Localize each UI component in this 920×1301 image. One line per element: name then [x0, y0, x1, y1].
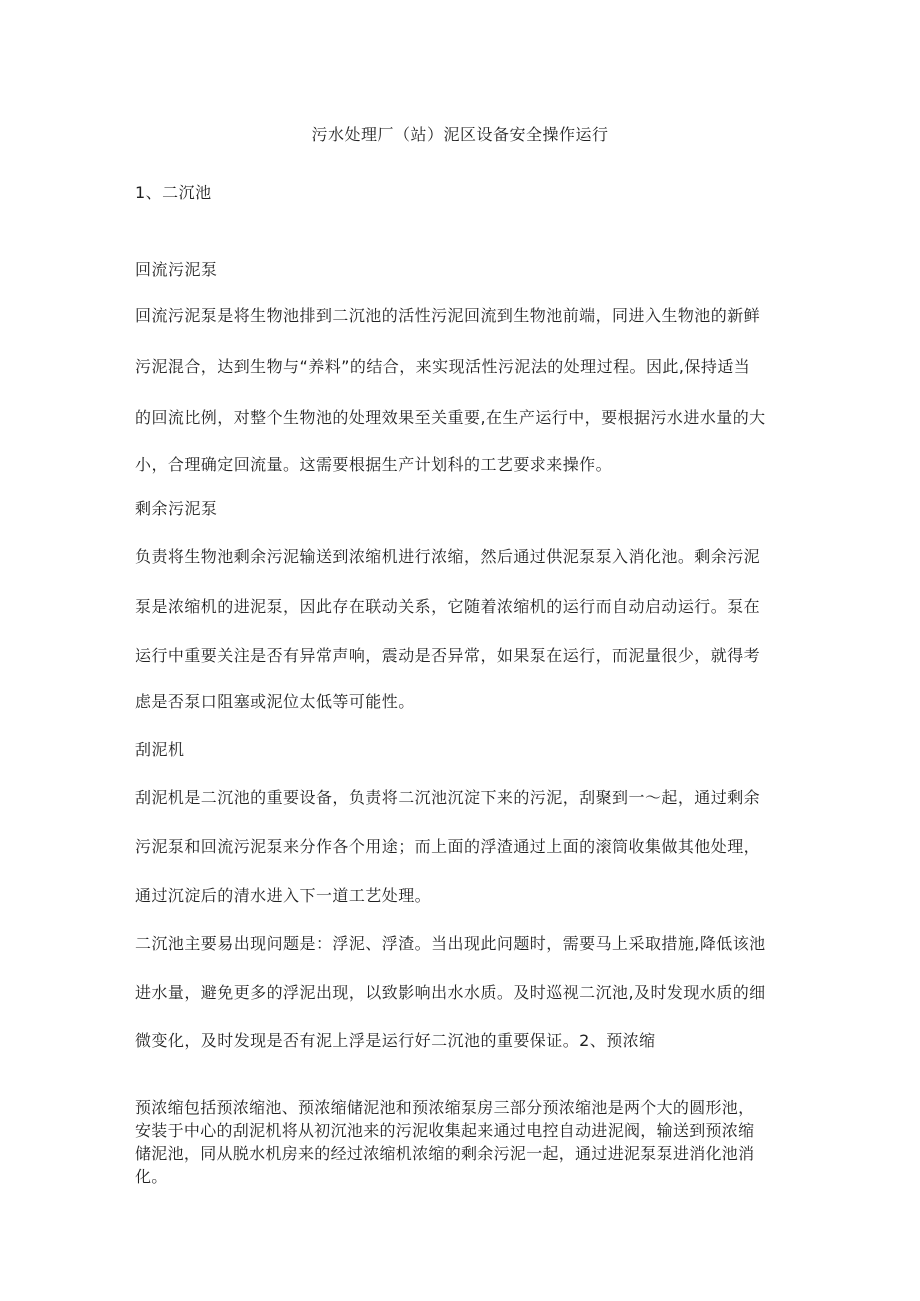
document-title: 污水处理厂（站）泥区设备安全操作运行 [311, 125, 609, 144]
paragraph-line: 回流污泥泵是将生物池排到二沉池的活性污泥回流到生物池前端，同进入生物池的新鲜 [135, 306, 761, 325]
paragraph-line: 运行中重要关注是否有异常声响，震动是否异常，如果泵在运行，而泥量很少，就得考 [135, 646, 761, 665]
paragraph-line: 污泥泵和回流污泥泵来分作各个用途；而上面的浮渣通过上面的滚筒收集做其他处理， [135, 837, 761, 856]
paragraph-line: 储泥池，同从脱水机房来的经过浓缩机浓缩的剩余污泥一起，通过进泥泵泵进消化池消 [135, 1144, 755, 1163]
paragraph-line: 的回流比例，对整个生物池的处理效果至关重要,在生产运行中，要根据污水进水量的大 [135, 408, 766, 427]
paragraph-line: 虑是否泵口阻塞或泥位太低等可能性。 [135, 692, 415, 711]
subheading-return-sludge-pump: 回流污泥泵 [135, 260, 218, 279]
paragraph-line: 污泥混合，达到生物与“养料”的结合，来实现活性污泥法的处理过程。因此,保持适当 [135, 357, 751, 376]
paragraph-line: 预浓缩包括预浓缩池、预浓缩储泥池和预浓缩泵房三部分预浓缩池是两个大的圆形池， [135, 1098, 755, 1117]
paragraph-line: 小，合理确定回流量。这需要根据生产计划科的工艺要求来操作。 [135, 455, 613, 474]
paragraph-line: 二沉池主要易出现问题是：浮泥、浮渣。当出现此问题时，需要马上采取措施,降低该池 [135, 934, 766, 953]
paragraph-line: 化。 [135, 1167, 168, 1186]
paragraph-line: 负责将生物池剩余污泥输送到浓缩机进行浓缩，然后通过供泥泵泵入消化池。剩余污泥 [135, 547, 761, 566]
paragraph-line: 进水量，避免更多的浮泥出现，以致影响出水水质。及时巡视二沉池,及时发现水质的细 [135, 983, 766, 1002]
paragraph-line: 安装于中心的刮泥机将从初沉池来的污泥收集起来通过电控自动进泥阀，输送到预浓缩 [135, 1121, 755, 1140]
subheading-scraper: 刮泥机 [135, 740, 185, 759]
paragraph-line: 刮泥机是二沉池的重要设备，负责将二沉池沉淀下来的污泥，刮聚到一～起，通过剩余 [135, 788, 761, 807]
paragraph-line: 泵是浓缩机的进泥泵，因此存在联动关系，它随着浓缩机的运行而自动启动运行。泵在 [135, 597, 761, 616]
subheading-excess-sludge-pump: 剩余污泥泵 [135, 499, 218, 518]
paragraph-line: 通过沉淀后的清水进入下一道工艺处理。 [135, 886, 432, 905]
section-heading-secondary-clarifier: 1、二沉池 [135, 183, 212, 202]
pre-thickening-paragraph [135, 1096, 785, 1188]
paragraph-line: 微变化，及时发现是否有泥上浮是运行好二沉池的重要保证。2、预浓缩 [135, 1031, 656, 1050]
